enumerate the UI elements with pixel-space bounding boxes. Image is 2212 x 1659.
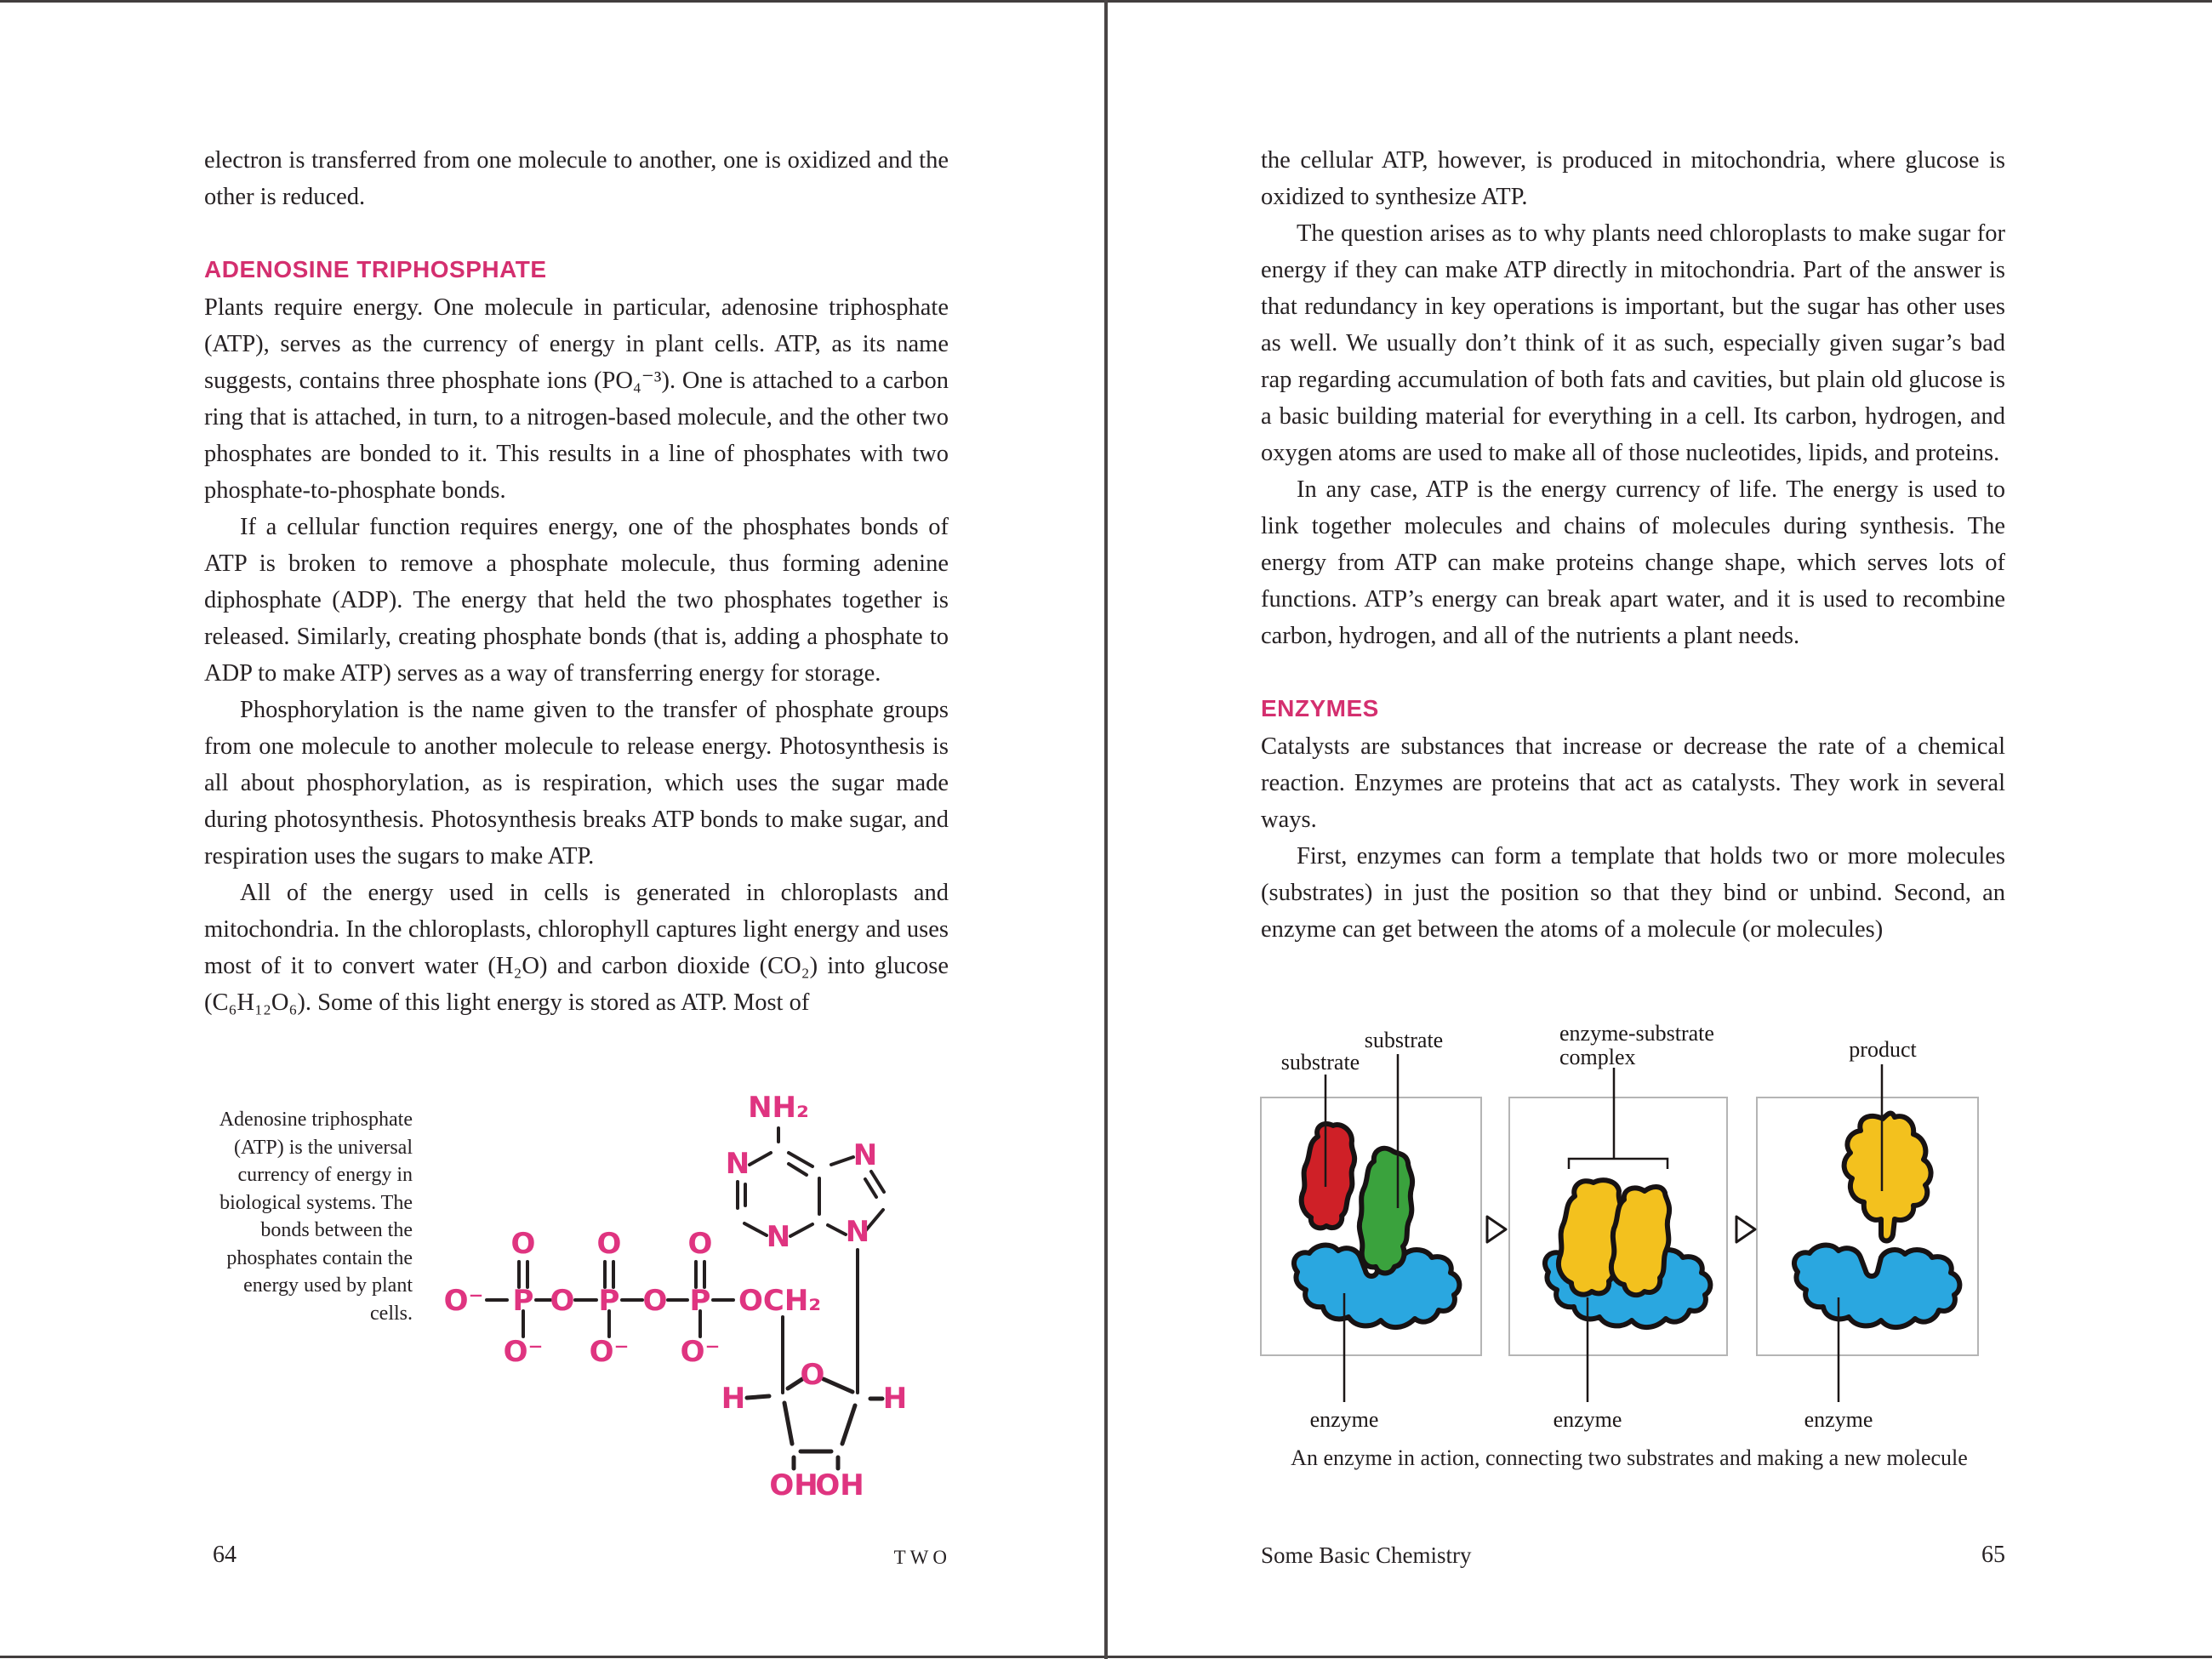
atom-label-n1: N [725,1147,750,1181]
complex-yellow-blob-right [1611,1187,1669,1295]
bond [784,1403,792,1444]
atom-label-p: P [689,1284,711,1318]
atom-label-o: O [596,1227,622,1261]
label-complex-line2: complex [1559,1045,1636,1069]
atom-label-o-minus: O⁻ [503,1335,544,1369]
atom-label-och2: OCH₂ [738,1284,822,1318]
label-enzyme-3: enzyme [1804,1407,1873,1432]
double-bond [865,1179,876,1197]
bond [824,1379,852,1392]
arrow-right-icon [1736,1217,1755,1242]
bond [750,1153,771,1165]
enzyme-diagram [1255,1017,2021,1459]
atom-label-p: P [512,1284,534,1318]
label-product: product [1849,1037,1917,1062]
section-heading-enzymes: ENZYMES [1261,695,1379,721]
atom-label-h: H [721,1382,746,1416]
label-substrate-1: substrate [1280,1050,1360,1075]
section-heading-adenosine-triphosphate: ADENOSINE TRIPHOSPHATE [204,256,547,282]
bond [790,1224,812,1236]
page-number-left: 64 [213,1542,237,1568]
running-foot-section: Some Basic Chemistry [1261,1542,1472,1568]
label-enzyme-1: enzyme [1309,1407,1379,1432]
atom-label-n9: N [845,1215,870,1249]
atom-label-n7: N [852,1138,878,1172]
left-text-column [204,142,949,1021]
label-enzyme-2: enzyme [1553,1407,1622,1432]
label-complex-line1: enzyme-substrate [1559,1021,1714,1046]
substrate-green-blob [1360,1149,1412,1274]
paragraph: All of the energy used in cells is generated in chloroplasts and mitochondria. In the chloroplasts, chlorophyll captures light energy and uses most of it to convert water (H₂O) and carbon dioxide (CO₂) into glucose (C₆H₁₂O₆). Some of this light energy is stored as ATP. Most of [204,880,949,1016]
bond [744,1223,767,1235]
paragraph: Phosphorylation is the name given to the transfer of phosphate groups from one molecule to another molecule to release energy. Photosynthesis is all about phosphorylation, as is respiration, which uses the sugar made during photosynthesis. Photosynthesis breaks ATP bonds to make sugar, and respiration uses the sugars to make ATP. [204,697,949,869]
atom-label-o-ribose: O [800,1358,825,1392]
running-foot-chapter: TWO [893,1547,951,1568]
atom-label-o: O [687,1227,713,1261]
atom-label-p: P [598,1284,620,1318]
bond [828,1225,846,1234]
atom-label-o: O [510,1227,536,1261]
paragraph: If a cellular function requires energy, one of the phosphates bonds of ATP is broken to remove a phosphate molecule, thus forming adenine diphosphate (ADP). The energy that held the two phosphates together is released. Similarly, creating phosphate bonds (that is, adding a phosphate to ADP to make ATP) serves as a way of transferring energy for storage. [204,514,949,687]
arrow-right-icon [1487,1217,1506,1242]
right-text-column [1261,142,2005,948]
bond [842,1405,855,1444]
atom-label-o-minus: O⁻ [589,1335,630,1369]
paragraph-continuation: electron is transferred from one molecule to another, one is oxidized and the other is reduced. [204,147,949,210]
atom-label-o: O [550,1284,575,1318]
atp-figure-caption: Adenosine triphosphate (ATP) is the universal currency of energy in biological systems. The bonds between the phosphates contain the energy used by plant cells. [219,1109,413,1325]
paragraph: The question arises as to why plants need chloroplasts to make sugar for energy if they can make ATP directly in mitochondria. Part of the answer is that redundancy in key operations is important, but the sugar has other uses as well. We usually don’t think of it as such, especially given sugar’s bad rap regarding accumulation of both fats and cavities, but plain old glucose is a basic building material for everything in a cell. Its carbon, hydrogen, and oxygen atoms are used to make all of those nucleotides, lipids, and proteins. [1261,220,2005,466]
atom-label-nh2: NH₂ [748,1091,809,1125]
label-substrate-2: substrate [1364,1028,1444,1052]
atom-label-o-minus: O⁻ [443,1284,484,1318]
enzyme-figure-caption: An enzyme in action, connecting two substrates and making a new molecule [1291,1445,1968,1470]
atom-label-oh: OH [769,1468,818,1502]
atom-label-o: O [642,1284,668,1318]
paragraph-continuation: the cellular ATP, however, is produced in mitochondria, where glucose is oxidized to synthesize ATP. [1261,147,2005,210]
double-bond [789,1164,807,1175]
paragraph: Plants require energy. One molecule in particular, adenosine triphosphate (ATP), serves as the currency of energy in plant cells. ATP, as its name suggests, contains three phosphate ions (PO₄⁻³). One is attached to a carbon ring that is attached, in turn, to a nitrogen-based molecule, and the other two phosphates are bonded to it. This results in a line of phosphates with two phosphate-to-phosphate bonds. [204,294,949,504]
paragraph: In any case, ATP is the energy currency of life. The energy is used to link together molecules and chains of molecules during synthesis. The energy from ATP can make proteins change shape, which serves lots of functions. ATP’s energy can break apart water, and it is used to recombine carbon, hydrogen, and all of the nutrients a plant needs. [1261,476,2005,649]
bond [831,1157,853,1165]
paragraph: First, enzymes can form a template that holds two or more molecules (substrates) in just the position so that they bind or unbind. Second, an enzyme can get between the atoms of a molecule (or molecules) [1261,843,2005,943]
atom-label-oh: OH [815,1468,864,1502]
atom-label-n3: N [766,1220,791,1254]
atp-molecule-diagram [417,1068,944,1527]
page-divider-line [1104,0,1108,1659]
atom-label-h: H [882,1382,908,1416]
bond [747,1396,769,1398]
paragraph: Catalysts are substances that increase or decrease the rate of a chemical reaction. Enzymes are proteins that act as catalysts. They work in several ways. [1261,733,2005,833]
page-number-right: 65 [1981,1542,2005,1568]
atom-label-o-minus: O⁻ [680,1335,721,1369]
